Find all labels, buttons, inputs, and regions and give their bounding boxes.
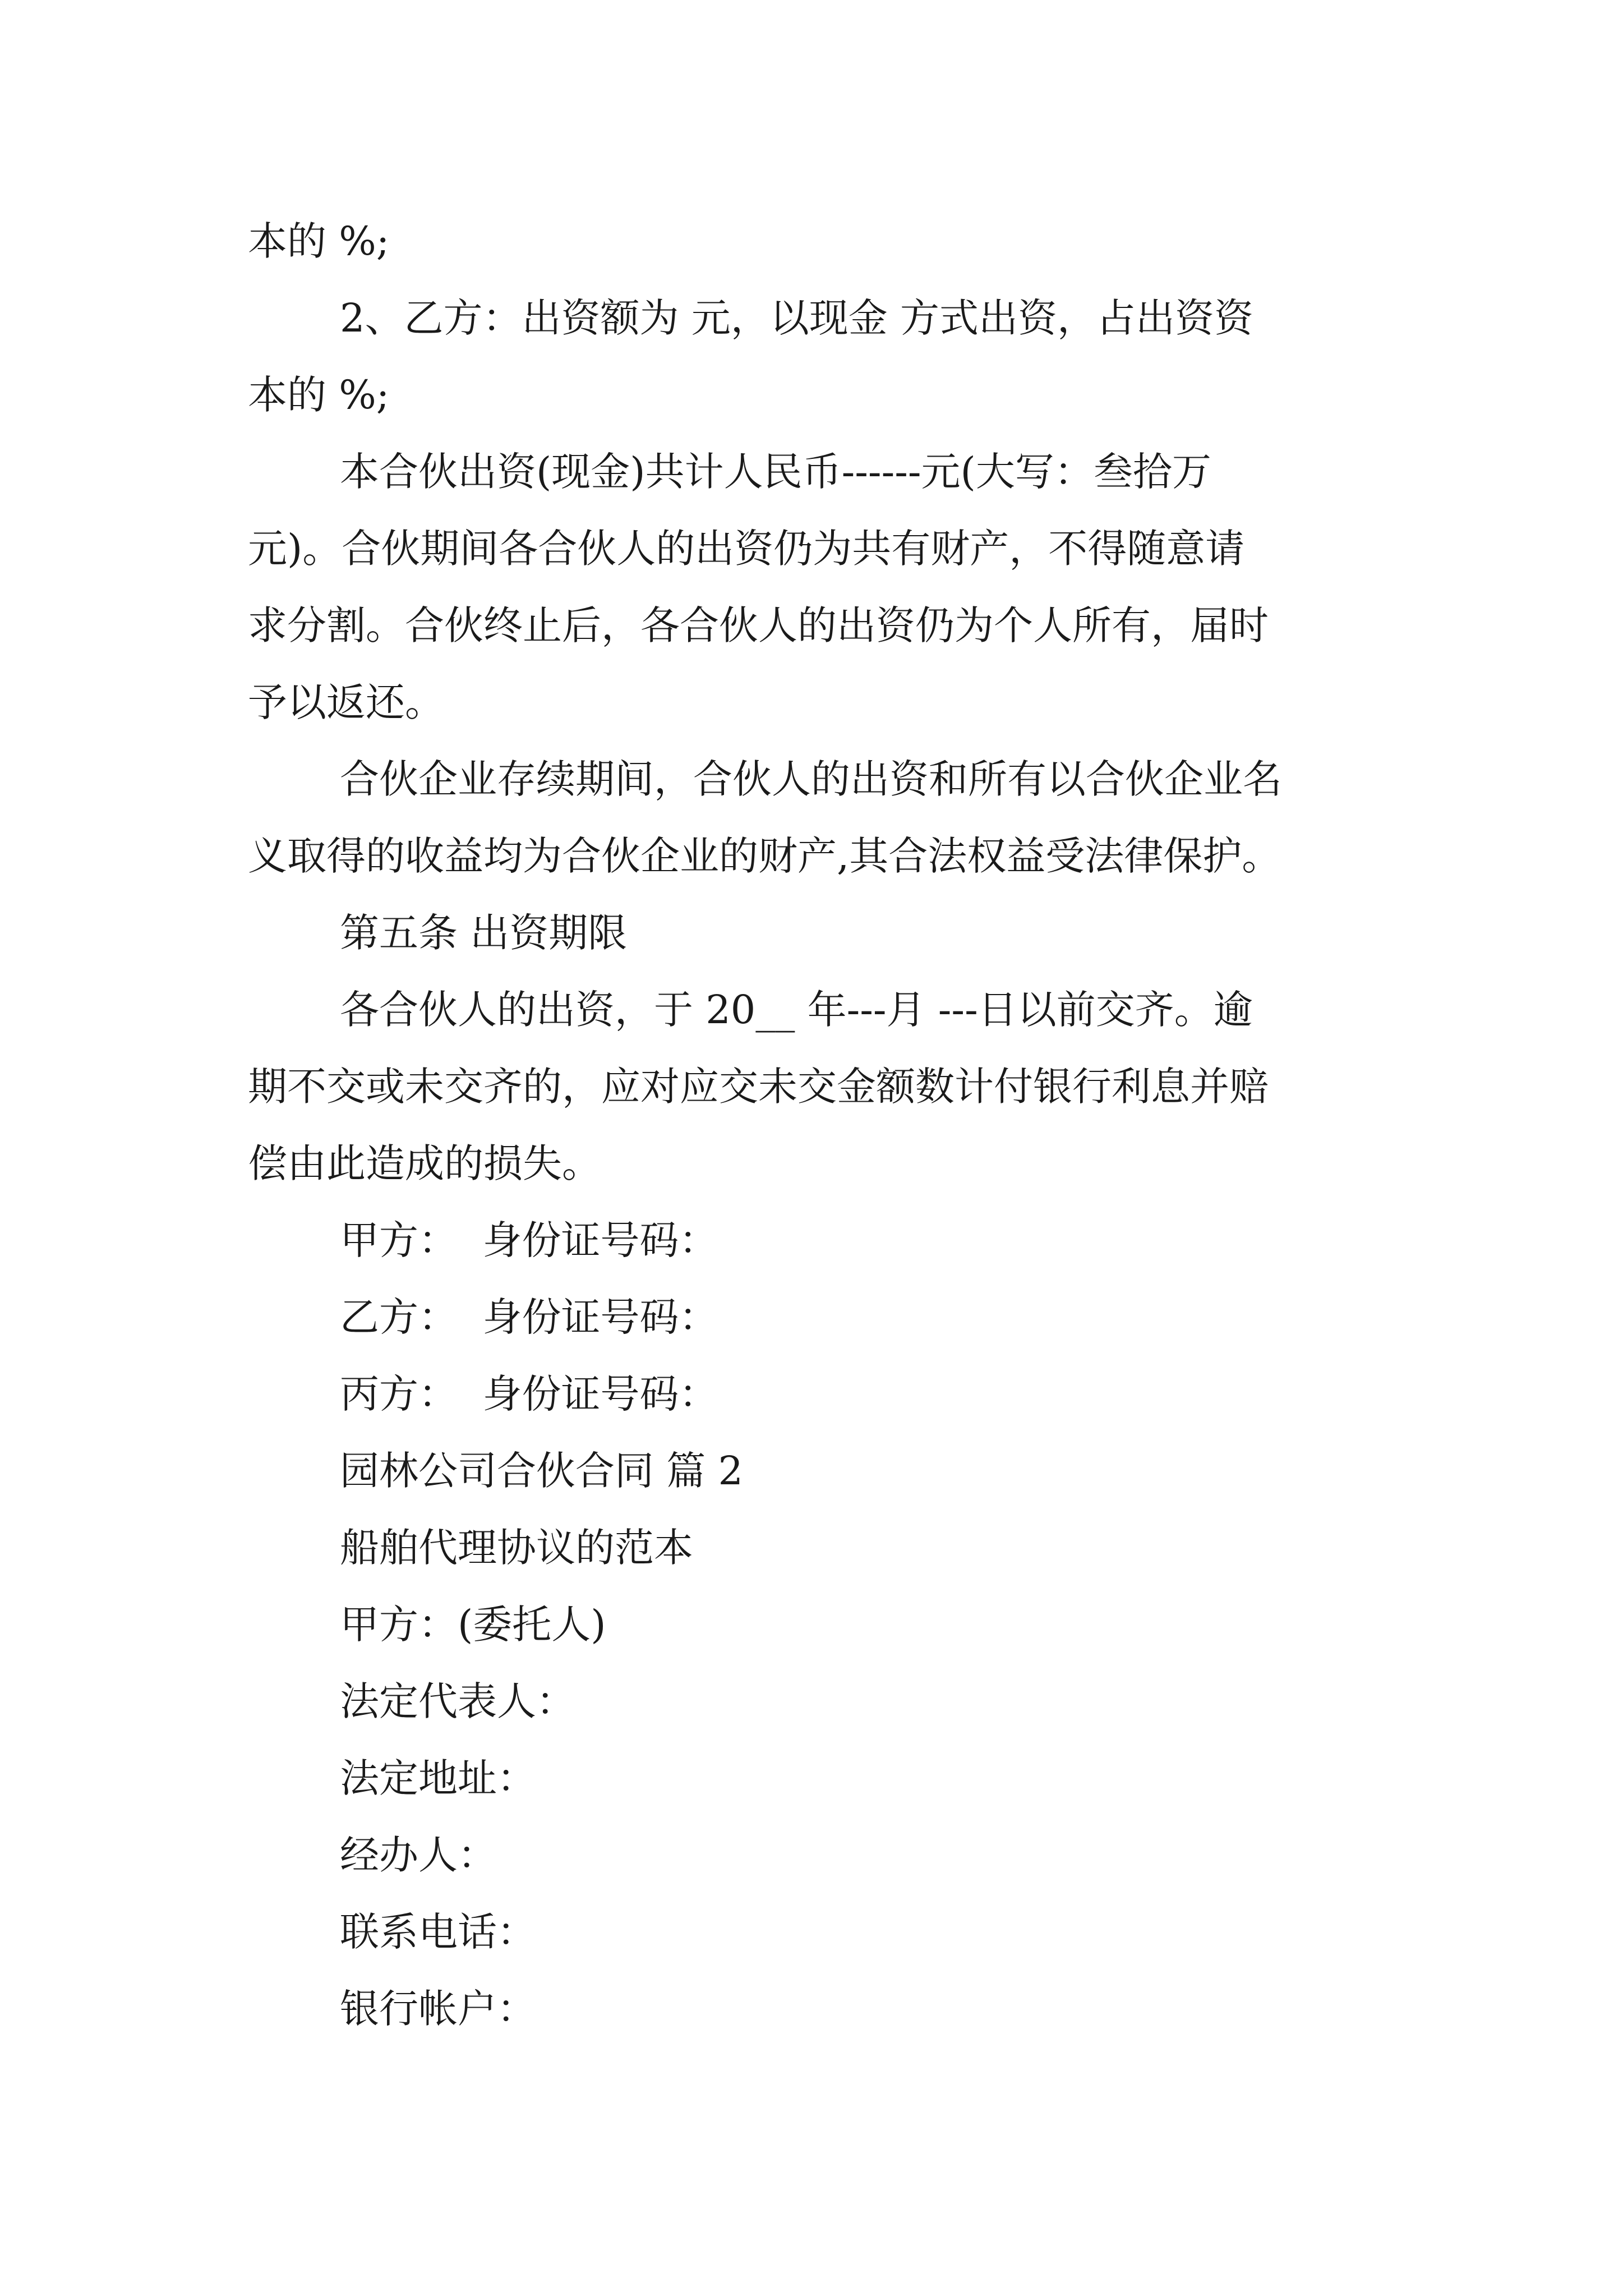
- signature-party-a: 甲方： 身份证号码：: [340, 1217, 718, 1263]
- article-title: 园林公司合伙合同 篇 2: [340, 1448, 744, 1494]
- field-legal-address: 法定地址：: [340, 1755, 536, 1801]
- text-line: 予以返还。: [248, 679, 444, 725]
- text-line: 本的 %;: [248, 372, 390, 418]
- agreement-title: 船舶代理协议的范本: [340, 1525, 693, 1571]
- text-line: 2、乙方：出资额为 元，以现金 方式出资，占出资资: [340, 295, 1254, 341]
- text-line: 合伙企业存续期间，合伙人的出资和所有以合伙企业名: [340, 756, 1282, 802]
- field-legal-representative: 法定代表人：: [340, 1678, 575, 1724]
- field-handler: 经办人：: [340, 1832, 497, 1878]
- section-heading: 第五条 出资期限: [340, 910, 628, 956]
- text-line: 各合伙人的出资，于 20__ 年---月 ---日以前交齐。逾: [340, 987, 1253, 1033]
- document-body: [248, 203, 1392, 2047]
- text-line: 偿由此造成的损失。: [248, 1140, 601, 1186]
- text-line: 求分割。合伙终止后，各合伙人的出资仍为个人所有，届时: [248, 602, 1269, 648]
- text-line: 本的 %;: [248, 218, 390, 264]
- text-line: 义取得的收益均为合伙企业的财产,其合法权益受法律保护。: [248, 833, 1281, 879]
- field-phone: 联系电话：: [340, 1909, 536, 1955]
- field-client: 甲方：(委托人): [340, 1602, 606, 1648]
- text-line: 期不交或未交齐的，应对应交未交金额数计付银行利息并赔: [248, 1064, 1269, 1110]
- text-line: 元)。合伙期间各合伙人的出资仍为共有财产，不得随意请: [248, 526, 1245, 572]
- signature-party-b: 乙方： 身份证号码：: [340, 1294, 718, 1340]
- text-line: 本合伙出资(现金)共计人民币------元(大写：叁拾万: [340, 449, 1211, 495]
- signature-party-c: 丙方： 身份证号码：: [340, 1371, 718, 1417]
- field-bank-account: 银行帐户：: [340, 1986, 536, 2032]
